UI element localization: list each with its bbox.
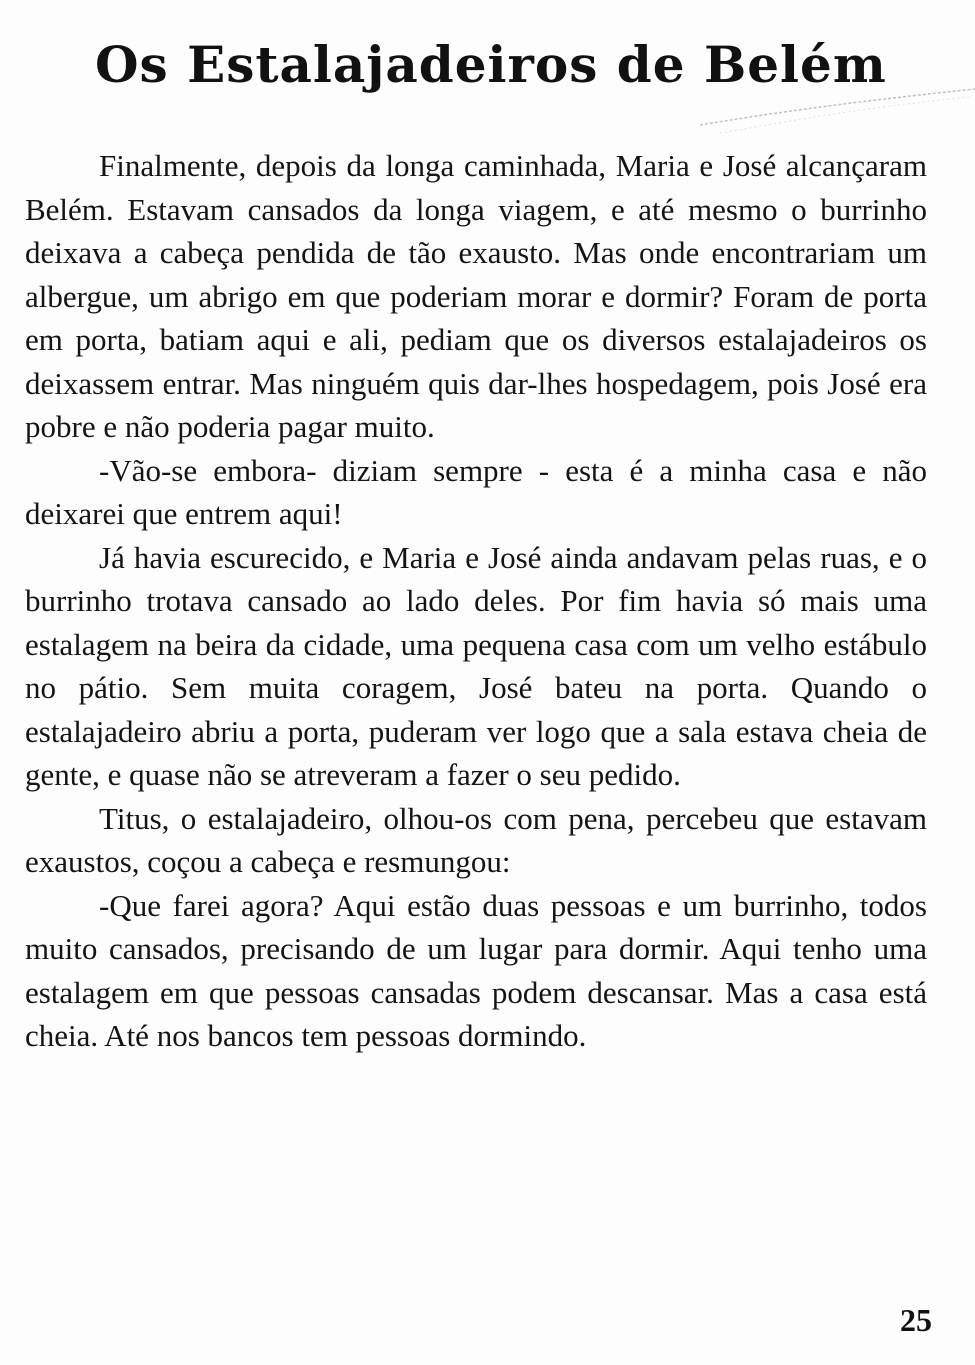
paragraph: Finalmente, depois da longa caminhada, Maria e José alcançaram Belém. Estavam cansados da longa viagem, e até mesmo o burrinho deixava a cabeça pendida de tão exausto. Mas onde encontrariam um albergue, um abrigo em que poderiam morar e dormir? Foram de porta em porta, batiam aqui e ali, pediam que os diversos estalajadeiros os deixassem entrar. Mas ninguém quis dar-lhes hospedagem, pois José era pobre e não poderia pagar muito.: [25, 148, 927, 444]
page-title: Os Estalajadeiros de Belém: [95, 35, 887, 94]
story-text: [25, 144, 927, 1058]
paragraph: Titus, o estalajadeiro, olhou-os com pena, percebeu que estavam exaustos, coçou a cabeça e resmungou:: [25, 800, 927, 879]
scan-streak: [700, 85, 975, 145]
page-number: 25: [900, 1302, 932, 1338]
paragraph: Já havia escurecido, e Maria e José ainda andavam pelas ruas, e o burrinho trotava cansado ao lado deles. Por fim havia só mais uma estalagem na beira da cidade, uma pequena casa com um velho estábulo no pátio. Sem muita coragem, José bateu na porta. Quando o estalajadeiro abriu a porta, puderam ver logo que a sala estava cheia de gente, e quase não se atreveram a fazer o seu pedido.: [25, 539, 927, 792]
paragraph: -Vão-se embora- diziam sempre - esta é a minha casa e não deixarei que entrem aqui!: [25, 452, 927, 531]
paragraph: -Que farei agora? Aqui estão duas pessoas e um burrinho, todos muito cansados, precisando de um lugar para dormir. Aqui tenho uma estalagem em que pessoas cansadas podem descansar. Mas a casa está cheia. Até nos bancos tem pessoas dormindo.: [25, 887, 927, 1053]
